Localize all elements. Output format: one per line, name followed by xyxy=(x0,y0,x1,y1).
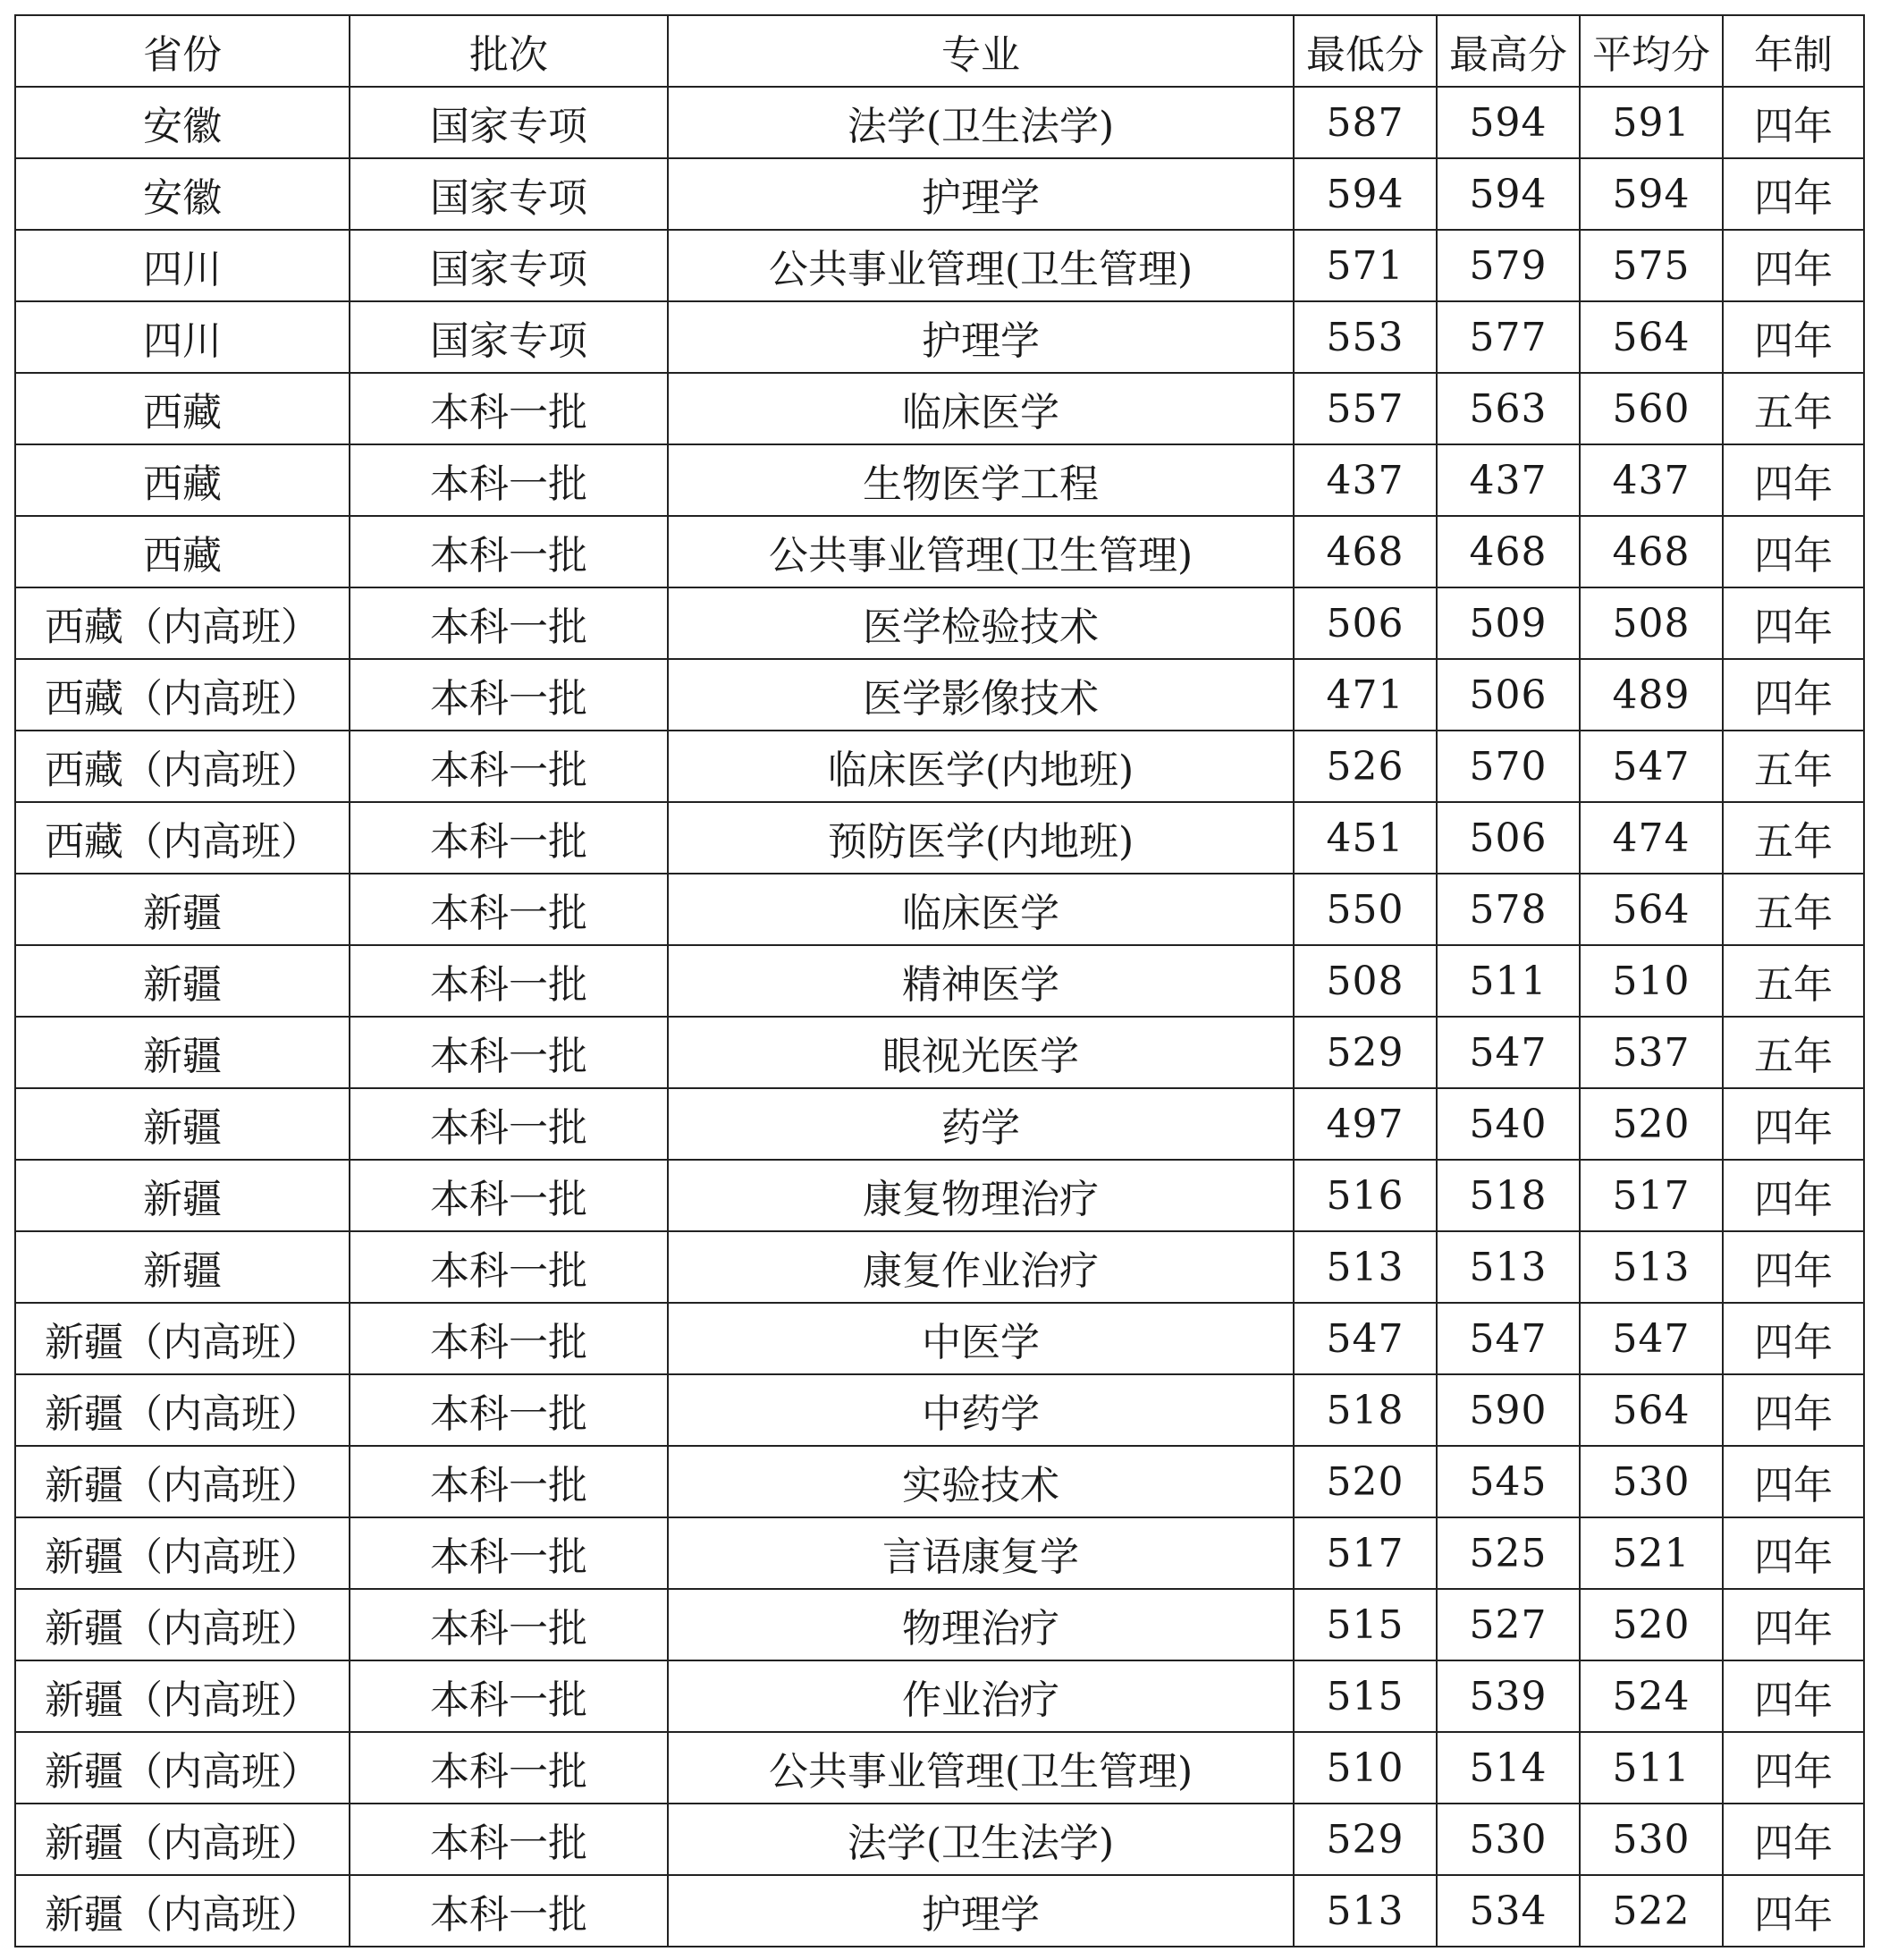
cell-max-score: 539 xyxy=(1437,1660,1580,1732)
cell-avg-score: 530 xyxy=(1580,1804,1723,1875)
cell-batch: 国家专项 xyxy=(350,87,668,158)
cell-min-score: 515 xyxy=(1294,1660,1437,1732)
cell-avg-score: 468 xyxy=(1580,516,1723,587)
cell-major: 物理治疗 xyxy=(668,1589,1294,1660)
cell-max-score: 545 xyxy=(1437,1446,1580,1517)
cell-batch: 本科一批 xyxy=(350,516,668,587)
cell-major: 护理学 xyxy=(668,158,1294,230)
table-row xyxy=(15,1517,1864,1589)
cell-min-score: 594 xyxy=(1294,158,1437,230)
header-major: 专业 xyxy=(668,15,1294,87)
cell-avg-score: 489 xyxy=(1580,659,1723,731)
cell-province: 新疆（内高班） xyxy=(15,1517,350,1589)
cell-max-score: 518 xyxy=(1437,1160,1580,1231)
cell-major: 作业治疗 xyxy=(668,1660,1294,1732)
header-province: 省份 xyxy=(15,15,350,87)
cell-min-score: 550 xyxy=(1294,874,1437,945)
cell-years: 四年 xyxy=(1723,1804,1864,1875)
cell-province: 新疆（内高班） xyxy=(15,1589,350,1660)
cell-major: 康复物理治疗 xyxy=(668,1160,1294,1231)
table-row xyxy=(15,1589,1864,1660)
header-max-score: 最高分 xyxy=(1437,15,1580,87)
cell-province: 西藏（内高班） xyxy=(15,659,350,731)
cell-years: 四年 xyxy=(1723,1160,1864,1231)
header-batch: 批次 xyxy=(350,15,668,87)
cell-avg-score: 575 xyxy=(1580,230,1723,301)
cell-province: 新疆（内高班） xyxy=(15,1804,350,1875)
cell-batch: 本科一批 xyxy=(350,1160,668,1231)
cell-batch: 本科一批 xyxy=(350,373,668,444)
table-row xyxy=(15,659,1864,731)
cell-major: 公共事业管理(卫生管理) xyxy=(668,1732,1294,1804)
cell-min-score: 529 xyxy=(1294,1017,1437,1088)
table-row xyxy=(15,373,1864,444)
cell-major: 法学(卫生法学) xyxy=(668,87,1294,158)
cell-years: 四年 xyxy=(1723,444,1864,516)
table-row xyxy=(15,1374,1864,1446)
cell-major: 公共事业管理(卫生管理) xyxy=(668,230,1294,301)
cell-avg-score: 560 xyxy=(1580,373,1723,444)
cell-avg-score: 547 xyxy=(1580,731,1723,802)
cell-province: 四川 xyxy=(15,230,350,301)
cell-batch: 本科一批 xyxy=(350,1517,668,1589)
cell-max-score: 547 xyxy=(1437,1017,1580,1088)
table-row xyxy=(15,1446,1864,1517)
cell-min-score: 506 xyxy=(1294,587,1437,659)
cell-max-score: 468 xyxy=(1437,516,1580,587)
cell-batch: 本科一批 xyxy=(350,659,668,731)
cell-years: 五年 xyxy=(1723,731,1864,802)
cell-avg-score: 564 xyxy=(1580,874,1723,945)
cell-min-score: 547 xyxy=(1294,1303,1437,1374)
cell-min-score: 471 xyxy=(1294,659,1437,731)
table-header-row xyxy=(15,15,1864,87)
cell-max-score: 506 xyxy=(1437,802,1580,874)
cell-years: 五年 xyxy=(1723,1017,1864,1088)
cell-province: 新疆 xyxy=(15,1160,350,1231)
score-table-container xyxy=(14,14,1865,1947)
table-row xyxy=(15,1160,1864,1231)
cell-avg-score: 537 xyxy=(1580,1017,1723,1088)
cell-avg-score: 524 xyxy=(1580,1660,1723,1732)
cell-batch: 本科一批 xyxy=(350,1088,668,1160)
cell-min-score: 513 xyxy=(1294,1231,1437,1303)
cell-major: 中医学 xyxy=(668,1303,1294,1374)
cell-avg-score: 474 xyxy=(1580,802,1723,874)
cell-min-score: 517 xyxy=(1294,1517,1437,1589)
cell-max-score: 578 xyxy=(1437,874,1580,945)
table-row xyxy=(15,1660,1864,1732)
cell-years: 四年 xyxy=(1723,301,1864,373)
cell-batch: 本科一批 xyxy=(350,1589,668,1660)
cell-years: 四年 xyxy=(1723,587,1864,659)
cell-province: 新疆（内高班） xyxy=(15,1875,350,1947)
table-row xyxy=(15,802,1864,874)
cell-batch: 本科一批 xyxy=(350,1732,668,1804)
table-row xyxy=(15,587,1864,659)
cell-avg-score: 594 xyxy=(1580,158,1723,230)
cell-avg-score: 547 xyxy=(1580,1303,1723,1374)
table-row xyxy=(15,301,1864,373)
cell-major: 临床医学 xyxy=(668,874,1294,945)
table-row xyxy=(15,1231,1864,1303)
cell-province: 四川 xyxy=(15,301,350,373)
cell-batch: 国家专项 xyxy=(350,230,668,301)
cell-max-score: 594 xyxy=(1437,158,1580,230)
cell-major: 预防医学(内地班) xyxy=(668,802,1294,874)
cell-batch: 本科一批 xyxy=(350,802,668,874)
cell-major: 临床医学 xyxy=(668,373,1294,444)
cell-province: 安徽 xyxy=(15,87,350,158)
cell-batch: 本科一批 xyxy=(350,1303,668,1374)
cell-min-score: 516 xyxy=(1294,1160,1437,1231)
cell-avg-score: 513 xyxy=(1580,1231,1723,1303)
table-row xyxy=(15,731,1864,802)
table-row xyxy=(15,158,1864,230)
cell-max-score: 590 xyxy=(1437,1374,1580,1446)
cell-major: 法学(卫生法学) xyxy=(668,1804,1294,1875)
cell-avg-score: 520 xyxy=(1580,1088,1723,1160)
table-body xyxy=(15,87,1864,1947)
cell-years: 四年 xyxy=(1723,1303,1864,1374)
cell-province: 西藏（内高班） xyxy=(15,731,350,802)
table-row xyxy=(15,874,1864,945)
cell-province: 新疆（内高班） xyxy=(15,1446,350,1517)
cell-years: 四年 xyxy=(1723,1446,1864,1517)
cell-min-score: 513 xyxy=(1294,1875,1437,1947)
cell-avg-score: 522 xyxy=(1580,1875,1723,1947)
cell-avg-score: 530 xyxy=(1580,1446,1723,1517)
table-row xyxy=(15,516,1864,587)
cell-years: 四年 xyxy=(1723,1660,1864,1732)
cell-max-score: 527 xyxy=(1437,1589,1580,1660)
cell-min-score: 497 xyxy=(1294,1088,1437,1160)
cell-min-score: 518 xyxy=(1294,1374,1437,1446)
cell-major: 医学检验技术 xyxy=(668,587,1294,659)
table-row xyxy=(15,1088,1864,1160)
table-row xyxy=(15,1303,1864,1374)
cell-major: 康复作业治疗 xyxy=(668,1231,1294,1303)
cell-batch: 本科一批 xyxy=(350,444,668,516)
cell-province: 西藏（内高班） xyxy=(15,802,350,874)
cell-batch: 本科一批 xyxy=(350,1374,668,1446)
cell-avg-score: 508 xyxy=(1580,587,1723,659)
cell-years: 四年 xyxy=(1723,230,1864,301)
header-min-score: 最低分 xyxy=(1294,15,1437,87)
cell-min-score: 515 xyxy=(1294,1589,1437,1660)
cell-avg-score: 564 xyxy=(1580,1374,1723,1446)
cell-years: 四年 xyxy=(1723,1517,1864,1589)
cell-min-score: 587 xyxy=(1294,87,1437,158)
header-avg-score: 平均分 xyxy=(1580,15,1723,87)
cell-major: 精神医学 xyxy=(668,945,1294,1017)
cell-min-score: 437 xyxy=(1294,444,1437,516)
table-row xyxy=(15,945,1864,1017)
cell-major: 言语康复学 xyxy=(668,1517,1294,1589)
cell-province: 新疆 xyxy=(15,945,350,1017)
cell-min-score: 508 xyxy=(1294,945,1437,1017)
cell-batch: 本科一批 xyxy=(350,1660,668,1732)
cell-major: 医学影像技术 xyxy=(668,659,1294,731)
cell-batch: 本科一批 xyxy=(350,1804,668,1875)
cell-max-score: 530 xyxy=(1437,1804,1580,1875)
cell-max-score: 514 xyxy=(1437,1732,1580,1804)
cell-batch: 国家专项 xyxy=(350,301,668,373)
table-row xyxy=(15,1875,1864,1947)
cell-min-score: 571 xyxy=(1294,230,1437,301)
table-row xyxy=(15,230,1864,301)
cell-province: 新疆 xyxy=(15,1231,350,1303)
cell-max-score: 506 xyxy=(1437,659,1580,731)
cell-years: 四年 xyxy=(1723,516,1864,587)
cell-batch: 本科一批 xyxy=(350,1446,668,1517)
table-row xyxy=(15,87,1864,158)
table-row xyxy=(15,444,1864,516)
cell-major: 公共事业管理(卫生管理) xyxy=(668,516,1294,587)
cell-max-score: 579 xyxy=(1437,230,1580,301)
cell-years: 四年 xyxy=(1723,87,1864,158)
cell-major: 实验技术 xyxy=(668,1446,1294,1517)
cell-max-score: 513 xyxy=(1437,1231,1580,1303)
cell-province: 西藏 xyxy=(15,444,350,516)
cell-max-score: 534 xyxy=(1437,1875,1580,1947)
cell-major: 生物医学工程 xyxy=(668,444,1294,516)
cell-batch: 本科一批 xyxy=(350,1017,668,1088)
cell-min-score: 468 xyxy=(1294,516,1437,587)
cell-province: 新疆（内高班） xyxy=(15,1303,350,1374)
cell-batch: 本科一批 xyxy=(350,945,668,1017)
cell-max-score: 540 xyxy=(1437,1088,1580,1160)
cell-min-score: 520 xyxy=(1294,1446,1437,1517)
cell-province: 西藏（内高班） xyxy=(15,587,350,659)
cell-max-score: 525 xyxy=(1437,1517,1580,1589)
cell-years: 五年 xyxy=(1723,802,1864,874)
cell-years: 四年 xyxy=(1723,1231,1864,1303)
cell-min-score: 553 xyxy=(1294,301,1437,373)
cell-batch: 国家专项 xyxy=(350,158,668,230)
cell-province: 新疆（内高班） xyxy=(15,1732,350,1804)
cell-years: 五年 xyxy=(1723,945,1864,1017)
cell-avg-score: 591 xyxy=(1580,87,1723,158)
cell-max-score: 509 xyxy=(1437,587,1580,659)
cell-province: 安徽 xyxy=(15,158,350,230)
cell-avg-score: 511 xyxy=(1580,1732,1723,1804)
cell-max-score: 570 xyxy=(1437,731,1580,802)
admission-score-table xyxy=(14,14,1865,1947)
cell-min-score: 526 xyxy=(1294,731,1437,802)
cell-batch: 本科一批 xyxy=(350,1875,668,1947)
cell-avg-score: 564 xyxy=(1580,301,1723,373)
cell-max-score: 437 xyxy=(1437,444,1580,516)
cell-major: 眼视光医学 xyxy=(668,1017,1294,1088)
cell-max-score: 511 xyxy=(1437,945,1580,1017)
cell-min-score: 451 xyxy=(1294,802,1437,874)
cell-years: 四年 xyxy=(1723,158,1864,230)
cell-batch: 本科一批 xyxy=(350,874,668,945)
cell-min-score: 557 xyxy=(1294,373,1437,444)
cell-province: 新疆 xyxy=(15,874,350,945)
cell-years: 四年 xyxy=(1723,1589,1864,1660)
cell-years: 四年 xyxy=(1723,1088,1864,1160)
cell-province: 新疆（内高班） xyxy=(15,1374,350,1446)
cell-years: 五年 xyxy=(1723,373,1864,444)
cell-min-score: 529 xyxy=(1294,1804,1437,1875)
cell-years: 四年 xyxy=(1723,1875,1864,1947)
cell-years: 四年 xyxy=(1723,1374,1864,1446)
cell-max-score: 577 xyxy=(1437,301,1580,373)
header-years: 年制 xyxy=(1723,15,1864,87)
table-row xyxy=(15,1804,1864,1875)
cell-max-score: 547 xyxy=(1437,1303,1580,1374)
cell-avg-score: 521 xyxy=(1580,1517,1723,1589)
cell-province: 新疆 xyxy=(15,1017,350,1088)
cell-province: 西藏 xyxy=(15,373,350,444)
cell-avg-score: 510 xyxy=(1580,945,1723,1017)
cell-years: 四年 xyxy=(1723,1732,1864,1804)
cell-avg-score: 517 xyxy=(1580,1160,1723,1231)
cell-max-score: 594 xyxy=(1437,87,1580,158)
cell-major: 中药学 xyxy=(668,1374,1294,1446)
cell-major: 临床医学(内地班) xyxy=(668,731,1294,802)
cell-major: 护理学 xyxy=(668,301,1294,373)
cell-avg-score: 437 xyxy=(1580,444,1723,516)
cell-years: 五年 xyxy=(1723,874,1864,945)
cell-province: 新疆 xyxy=(15,1088,350,1160)
cell-batch: 本科一批 xyxy=(350,1231,668,1303)
cell-min-score: 510 xyxy=(1294,1732,1437,1804)
table-row xyxy=(15,1732,1864,1804)
cell-batch: 本科一批 xyxy=(350,731,668,802)
cell-major: 护理学 xyxy=(668,1875,1294,1947)
cell-years: 四年 xyxy=(1723,659,1864,731)
table-row xyxy=(15,1017,1864,1088)
cell-batch: 本科一批 xyxy=(350,587,668,659)
cell-province: 新疆（内高班） xyxy=(15,1660,350,1732)
cell-province: 西藏 xyxy=(15,516,350,587)
cell-avg-score: 520 xyxy=(1580,1589,1723,1660)
cell-max-score: 563 xyxy=(1437,373,1580,444)
cell-major: 药学 xyxy=(668,1088,1294,1160)
